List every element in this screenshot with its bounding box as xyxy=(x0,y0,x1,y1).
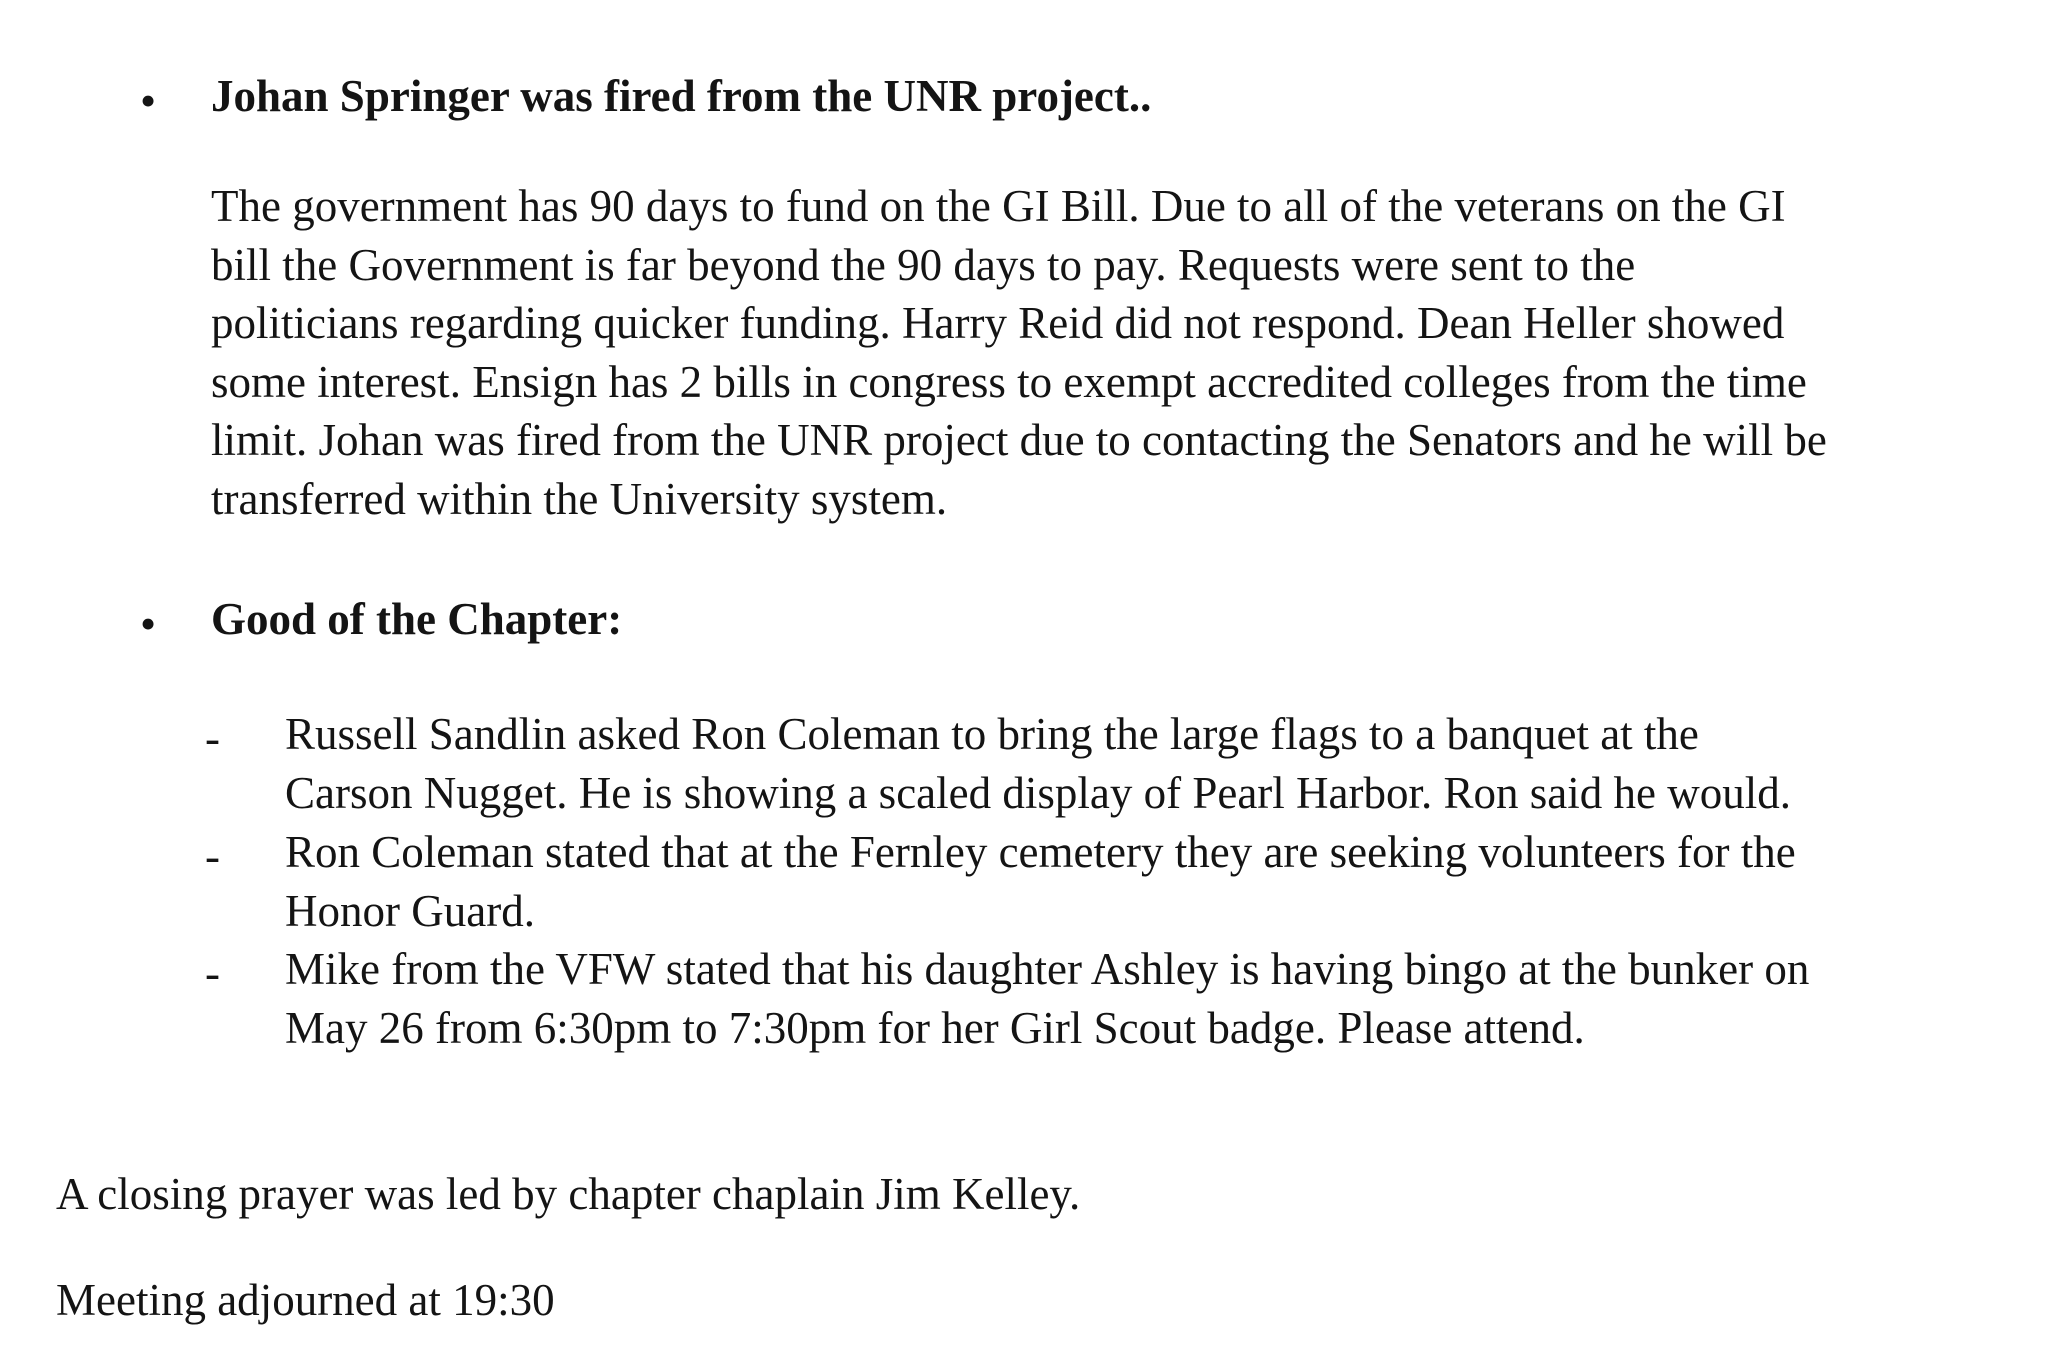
dash-icon: - xyxy=(205,948,220,998)
paragraph-line: The government has 90 days to fund on the GI Bill. Due to all of the veterans on the GI xyxy=(211,181,1786,231)
dash-icon: - xyxy=(205,713,220,763)
list-item-line: Russell Sandlin asked Ron Coleman to bring the large flags to a banquet at the xyxy=(285,709,1699,759)
list-item xyxy=(285,705,2035,822)
list-item-line: Honor Guard. xyxy=(285,885,535,936)
section-heading-good-of-chapter: Good of the Chapter: xyxy=(211,594,623,644)
paragraph-line: bill the Government is far beyond the 90 days to pay. Requests were sent to the xyxy=(211,239,1636,290)
list-item-line: Mike from the VFW stated that his daughter Ashley is having bingo at the bunker on xyxy=(285,944,1810,994)
list-item-line: Ron Coleman stated that at the Fernley cemetery they are seeking volunteers for the xyxy=(285,827,1796,877)
closing-prayer: A closing prayer was led by chapter chaplain Jim Kelley. xyxy=(56,1169,1081,1219)
paragraph-line: transferred within the University system. xyxy=(211,473,948,524)
list-item-line: May 26 from 6:30pm to 7:30pm for her Girl Scout badge. Please attend. xyxy=(285,1002,1585,1053)
dash-icon: - xyxy=(205,831,220,881)
list-item xyxy=(285,940,2035,1057)
section-heading-johan: Johan Springer was fired from the UNR project.. xyxy=(211,71,1152,121)
list-item xyxy=(285,823,2035,940)
bullet-icon: • xyxy=(140,75,157,126)
paragraph-line: some interest. Ensign has 2 bills in congress to exempt accredited colleges from the time xyxy=(211,356,1807,407)
section-paragraph-gi-bill xyxy=(211,177,2041,529)
paragraph-line: limit. Johan was fired from the UNR project due to contacting the Senators and he will be xyxy=(211,415,1827,466)
list-item-line: Carson Nugget. He is showing a scaled display of Pearl Harbor. Ron said he would. xyxy=(285,767,1791,818)
bullet-icon: • xyxy=(140,598,157,649)
paragraph-line: politicians regarding quicker funding. Harry Reid did not respond. Dean Heller showed xyxy=(211,298,1785,349)
meeting-adjourned: Meeting adjourned at 19:30 xyxy=(56,1275,555,1325)
